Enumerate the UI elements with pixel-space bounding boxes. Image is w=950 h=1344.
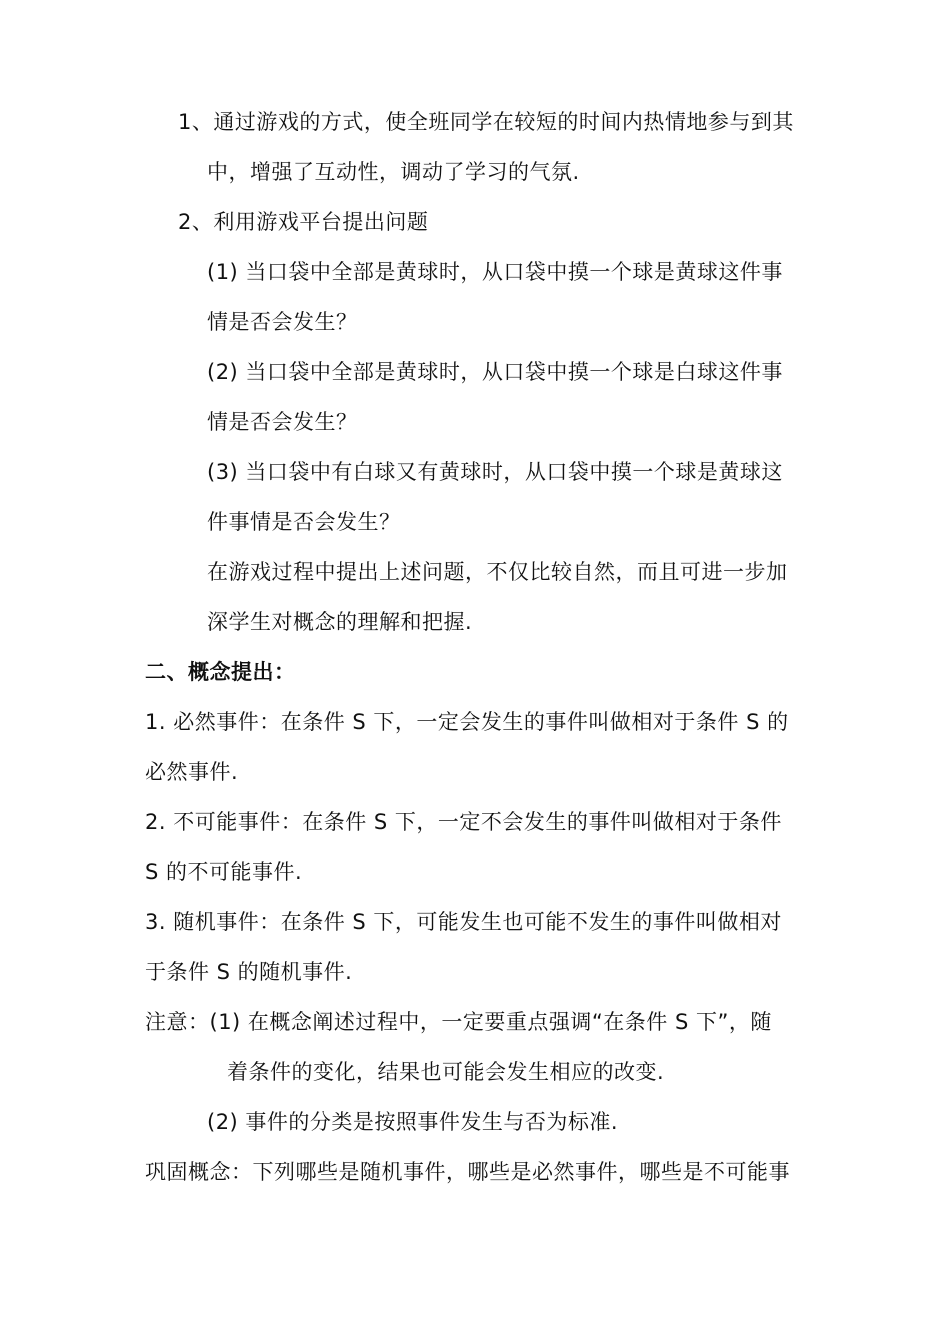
item1-text-line2: 中，增强了互动性，调动了学习的气氛.: [207, 160, 580, 184]
item2-title: 2、利用游戏平台提出问题: [178, 210, 429, 234]
definition1-line2: 必然事件.: [145, 760, 239, 784]
definition3-line2: 于条件 S 的随机事件.: [145, 960, 353, 984]
definition3-line1: 3. 随机事件：在条件 S 下，可能发生也可能不发生的事件叫做相对: [145, 910, 782, 934]
note-line1: 在游戏过程中提出上述问题，不仅比较自然，而且可进一步加: [207, 560, 788, 584]
definition1-line1: 1. 必然事件：在条件 S 下，一定会发生的事件叫做相对于条件 S 的: [145, 710, 789, 734]
note-line2: 深学生对概念的理解和把握.: [207, 610, 473, 634]
attention-line3: (2) 事件的分类是按照事件发生与否为标准.: [207, 1110, 619, 1134]
attention-line1: 注意：(1) 在概念阐述过程中，一定要重点强调“在条件 S 下”，随: [145, 1010, 772, 1034]
consolidate-line1: 巩固概念：下列哪些是随机事件，哪些是必然事件，哪些是不可能事: [145, 1160, 790, 1184]
definition2-line1: 2. 不可能事件：在条件 S 下，一定不会发生的事件叫做相对于条件: [145, 810, 782, 834]
section-heading: 二、概念提出：: [145, 660, 296, 684]
definition2-line2: S 的不可能事件.: [145, 860, 303, 884]
question2-line1: (2) 当口袋中全部是黄球时，从口袋中摸一个球是白球这件事: [207, 360, 783, 384]
question3-line2: 件事情是否会发生？: [207, 510, 401, 534]
question2-line2: 情是否会发生？: [207, 410, 358, 434]
question1-line2: 情是否会发生？: [207, 310, 358, 334]
attention-line2: 着条件的变化，结果也可能会发生相应的改变.: [227, 1060, 665, 1084]
item1-text-line1: 1、通过游戏的方式，使全班同学在较短的时间内热情地参与到其: [178, 110, 794, 134]
question3-line1: (3) 当口袋中有白球又有黄球时，从口袋中摸一个球是黄球这: [207, 460, 783, 484]
question1-line1: (1) 当口袋中全部是黄球时，从口袋中摸一个球是黄球这件事: [207, 260, 783, 284]
